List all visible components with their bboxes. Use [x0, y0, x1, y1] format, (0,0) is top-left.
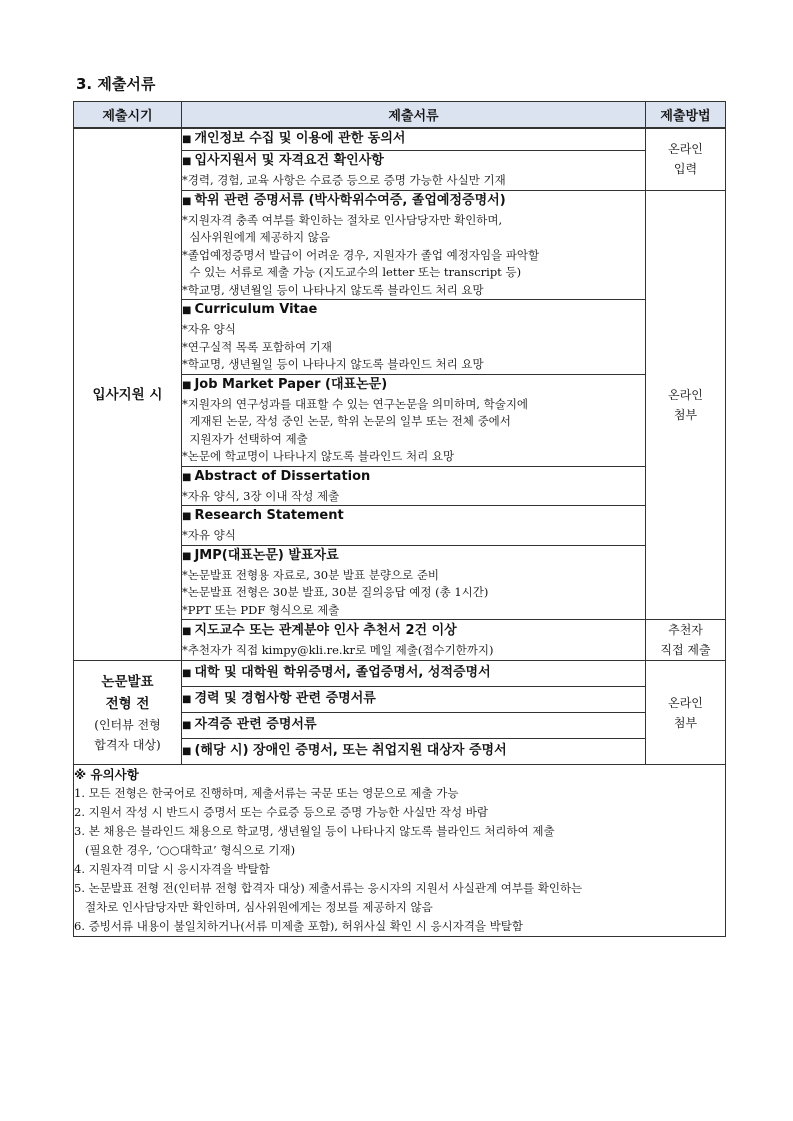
bullet-icon: ■ [182, 379, 192, 391]
doc-item [182, 128, 646, 151]
doc-item-note: *추천자가 직접 kimpy@kli.re.kr로 메일 제출(접수기한까지) [182, 642, 494, 657]
bullet-icon: ■ [182, 195, 192, 207]
timing-sub-line: (인터뷰 전형 [94, 717, 161, 732]
timing-application: 입사지원 시 [74, 128, 182, 661]
notes-line: 3. 본 채용은 블라인드 채용으로 학교명, 생년월일 등이 나타나지 않도록 블라인드 처리하여 제출 (필요한 경우, ‘○○대학교’ 형식으로 기재) [74, 824, 555, 857]
doc-item-note: *논문에 학교명이 나타나지 않도록 블라인드 처리 요망 [182, 449, 455, 463]
doc-item-title: JMP(대표논문) 발표자료 [194, 547, 339, 563]
doc-item-note: *경력, 경험, 교육 사항은 수료증 등으로 증명 가능한 사실만 기재 [182, 173, 506, 187]
method-online-input [646, 128, 726, 190]
method-line: 온라인 [668, 387, 703, 402]
doc-item-note: *자유 양식, 3장 이내 작성 제출 [182, 488, 340, 503]
doc-item [182, 300, 646, 375]
doc-item-note: *자유 양식 [182, 322, 236, 336]
bullet-icon: ■ [182, 720, 192, 731]
doc-item-title: Research Statement [194, 508, 344, 523]
doc-item-note: *자유 양식 [182, 528, 236, 542]
doc-item [182, 620, 646, 661]
notes-line: 2. 지원서 작성 시 반드시 증명서 또는 수료증 등으로 증명 가능한 사실만 작성 바람 [74, 805, 488, 819]
doc-item-note: *졸업예정증명서 발급이 어려운 경우, 지원자가 졸업 예정자임을 파악할 수 있는 서류로 제출 가능 (지도교수의 letter 또는 transcript 등) [182, 247, 540, 279]
timing-line: 논문발표 [101, 673, 154, 690]
method-line: 온라인 [668, 142, 703, 157]
bullet-icon: ■ [182, 668, 192, 679]
doc-item-title: Curriculum Vitae [194, 302, 318, 317]
doc-item [182, 739, 646, 765]
doc-item-title: 자격증 관련 증명서류 [194, 717, 317, 732]
notes-line: 4. 지원자격 미달 시 응시자격을 박탈함 [74, 862, 270, 876]
method-line: 온라인 [668, 695, 703, 710]
table-row [74, 128, 726, 151]
header-method: 제출방법 [646, 102, 726, 129]
bullet-icon: ■ [182, 134, 192, 145]
doc-item-title: 학위 관련 증명서류 (박사학위수여증, 졸업예정증명서) [194, 192, 506, 208]
doc-item-note: *논문발표 전형은 30분 발표, 30분 질의응답 예정 (총 1시간) [182, 585, 489, 599]
doc-item-title: Abstract of Dissertation [194, 468, 371, 484]
doc-item [182, 151, 646, 191]
bullet-icon: ■ [182, 550, 192, 562]
doc-item-note: *논문발표 전형용 자료로, 30분 발표 분량으로 준비 [182, 567, 440, 582]
method-line: 첨부 [673, 715, 698, 730]
doc-item-note: *학교명, 생년월일 등이 나타나지 않도록 블라인드 처리 요망 [182, 357, 484, 371]
doc-item [182, 506, 646, 546]
method-line: 직접 제출 [660, 643, 711, 657]
notes-box [74, 765, 726, 937]
notes-title: ※ 유의사항 [74, 767, 139, 782]
section-title: 3. 제출서류 [76, 75, 156, 93]
method-online-attach-2 [646, 661, 726, 765]
doc-item-note: *PPT 또는 PDF 형식으로 제출 [182, 602, 340, 617]
header-documents: 제출서류 [182, 102, 646, 129]
method-line: 첨부 [673, 407, 698, 422]
method-online-attach [646, 190, 726, 620]
method-recommender [646, 620, 726, 661]
doc-item-title: 입사지원서 및 자격요건 확인사항 [194, 153, 384, 168]
doc-item-note: *연구실적 목록 포함하여 기재 [182, 339, 333, 354]
bullet-icon: ■ [182, 156, 192, 167]
doc-item-title: 지도교수 또는 관계분야 인사 추천서 2건 이상 [194, 622, 457, 638]
table-row [74, 661, 726, 687]
doc-item [182, 687, 646, 713]
bullet-icon: ■ [182, 694, 192, 705]
notes-line: 5. 논문발표 전형 전(인터뷰 전형 합격자 대상) 제출서류는 응시자의 지원서 사실관계 여부를 확인하는 절차로 인사담당자만 확인하며, 심사위원에게는 정보를 제공하지 않음 [74, 881, 583, 914]
bullet-icon: ■ [182, 625, 192, 637]
bullet-icon: ■ [182, 471, 192, 483]
method-line: 입력 [673, 162, 698, 177]
doc-item [182, 374, 646, 466]
doc-item [182, 190, 646, 300]
table-row [74, 765, 726, 937]
doc-item [182, 713, 646, 739]
notes-line: 6. 증빙서류 내용이 불일치하거나(서류 미제출 포함), 허위사실 확인 시 응시자격을 박탈함 [74, 919, 523, 933]
header-timing: 제출시기 [74, 102, 182, 129]
doc-item [182, 545, 646, 620]
doc-item-note: *학교명, 생년월일 등이 나타나지 않도록 블라인드 처리 요망 [182, 282, 484, 297]
timing-sub-line: 합격자 대상) [94, 737, 161, 752]
bullet-icon: ■ [182, 511, 192, 522]
doc-item [182, 661, 646, 687]
doc-item-title: Job Market Paper (대표논문) [194, 376, 388, 392]
documents-table [73, 101, 726, 937]
bullet-icon: ■ [182, 746, 192, 757]
doc-item-title: 대학 및 대학원 학위증명서, 졸업증명서, 성적증명서 [194, 665, 491, 680]
doc-item [182, 466, 646, 506]
method-line: 추천자 [668, 623, 703, 637]
timing-line: 전형 전 [105, 695, 150, 712]
doc-item-title: 개인정보 수집 및 이용에 관한 동의서 [194, 131, 406, 146]
table-header-row [74, 102, 726, 129]
notes-line: 1. 모든 전형은 한국어로 진행하며, 제출서류는 국문 또는 영문으로 제출 가능 [74, 786, 459, 800]
timing-presentation [74, 661, 182, 765]
doc-item-note: *지원자격 충족 여부를 확인하는 절차로 인사담당자만 확인하며, 심사위원에게 제공하지 않음 [182, 212, 503, 244]
doc-item-title: (해당 시) 장애인 증명서, 또는 취업지원 대상자 증명서 [194, 743, 507, 758]
doc-item-title: 경력 및 경험사항 관련 증명서류 [194, 691, 376, 706]
bullet-icon: ■ [182, 305, 192, 316]
doc-item-note: *지원자의 연구성과를 대표할 수 있는 연구논문을 의미하며, 학술지에 게재된 논문, 작성 중인 논문, 학위 논문의 일부 또는 전체 중에서 지원자가 선택하여 제출 [182, 396, 529, 446]
